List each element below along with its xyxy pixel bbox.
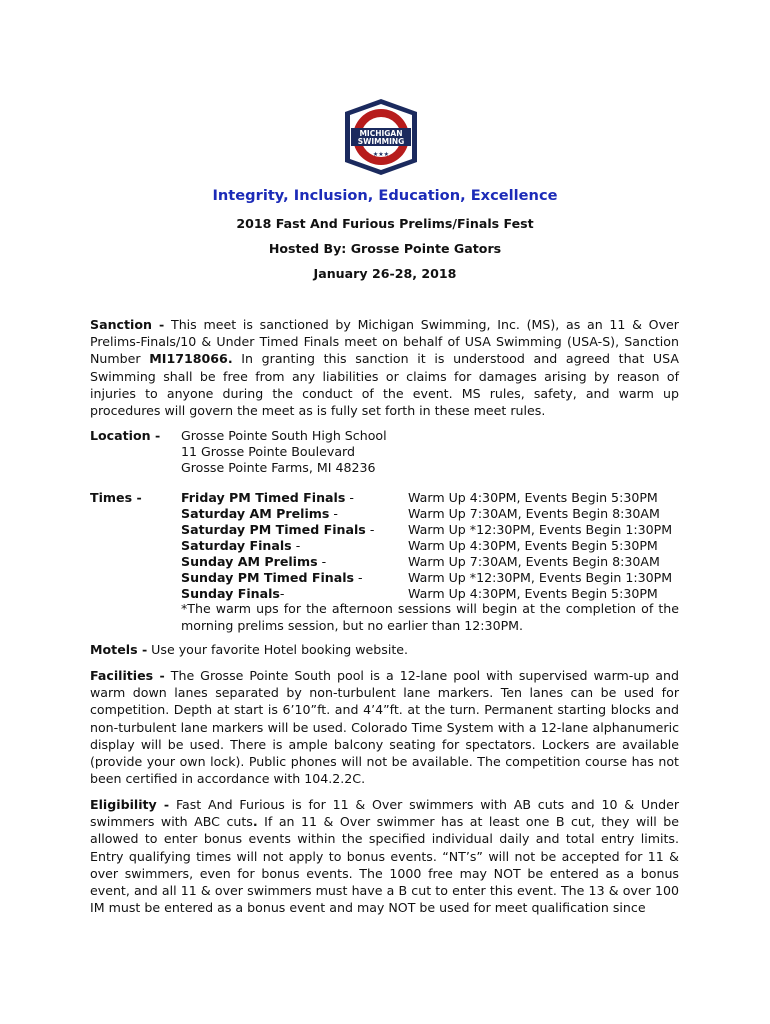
logo-line1: MICHIGAN (359, 129, 403, 138)
michigan-swimming-logo (338, 98, 424, 176)
session-name: Saturday AM Prelims (181, 506, 330, 521)
location-line: 11 Grosse Pointe Boulevard (181, 444, 355, 459)
logo-line2: SWIMMING (357, 137, 405, 146)
sanction-text-b: In granting this sanction it is understood and agreed that USA Swimming shall be free from any liabilities or claims for damages arising by reason of injuries to anyone during the conduct of the event. MS rules, safety, and warm up procedures will govern the meet as is fully set forth in these meet rules. (90, 351, 679, 419)
session-times (408, 490, 672, 602)
session-dash: - (354, 570, 363, 585)
motels-label: Motels - (90, 642, 148, 657)
logo-stars: ★★★ (372, 151, 390, 158)
session-name: Saturday Finals (181, 538, 292, 553)
hosted-by: Hosted By: Grosse Pointe Gators (268, 241, 502, 256)
facilities-paragraph (90, 667, 679, 787)
meet-dates: January 26-28, 2018 (313, 266, 457, 281)
facilities-label: Facilities - (90, 668, 165, 683)
session-dash: - (365, 522, 375, 537)
meet-title: 2018 Fast And Furious Prelims/Finals Fest (236, 216, 534, 231)
session-name: Sunday PM Timed Finals (181, 570, 355, 585)
sanction-paragraph (90, 316, 679, 419)
session-name: Sunday AM Prelims (181, 554, 318, 569)
eligibility-paragraph (90, 796, 679, 916)
sanction-text-a: This meet is sanctioned by Michigan Swimming, Inc. (MS), as an 11 & Over Prelims-Finals/10 & Under Timed Finals meet on behalf of USA Swimming (USA-S), Sanction Number (90, 317, 679, 367)
session-time: Warm Up *12:30PM, Events Begin 1:30PM (408, 570, 673, 585)
session-time: Warm Up 4:30PM, Events Begin 5:30PM (408, 538, 658, 553)
eligibility-text-a: Fast And Furious is for 11 & Over swimmers with AB cuts and 10 & Under swimmers with ABC cuts (90, 797, 679, 830)
session-time: Warm Up *12:30PM, Events Begin 1:30PM (408, 522, 673, 537)
session-dash: - (291, 538, 301, 553)
session-name: Friday PM Timed Finals (181, 490, 346, 505)
facilities-text: The Grosse Pointe South pool is a 12-lane pool with supervised warm-up and warm down lanes separated by non-turbulent lane markers. Ten lanes can be used for competition. Depth at start is 6’10”ft. and 4’4”ft. at the turn. Permanent starting blocks and non-turbulent lane markers will be used. Colorado Time System with a 12-lane alphanumeric display will be used. There is ample balcony seating for spectators. Lockers are available (provide your own lock). Public phones will not be available. The competition course has not been certified in accordance with 104.2.2C. (90, 668, 680, 787)
times-label: Times - (90, 490, 142, 505)
session-name: Saturday PM Timed Finals (181, 522, 366, 537)
location-label: Location - (90, 428, 161, 443)
session-time: Warm Up 7:30AM, Events Begin 8:30AM (408, 506, 660, 521)
location-line: Grosse Pointe South High School (181, 428, 387, 443)
session-dash: - (345, 490, 354, 505)
session-time: Warm Up 4:30PM, Events Begin 5:30PM (408, 490, 658, 505)
sanction-number: MI1718066. (149, 351, 233, 367)
eligibility-text-b: If an 11 & Over swimmer has at least one B cut, they will be allowed to enter bonus events within the specified individual daily and total entry limits. Entry qualifying times will not apply to bonus events. “NT’s” will not be accepted for 11 & over swimmers, even for bonus events. The 1000 free may NOT be entered as a bonus event, and all 11 & over swimmers must have a B cut to enter this event. The 13 & over 100 IM must be entered as a bonus event and may NOT be used for meet qualification since (90, 814, 679, 916)
session-time: Warm Up 7:30AM, Events Begin 8:30AM (408, 554, 660, 569)
session-names (181, 490, 374, 602)
motto: Integrity, Inclusion, Education, Excellence (212, 187, 558, 204)
session-name: Sunday Finals (181, 586, 280, 601)
session-dash: - (279, 586, 285, 601)
location-line: Grosse Pointe Farms, MI 48236 (181, 460, 376, 475)
session-dash: - (317, 554, 327, 569)
motels-paragraph (90, 642, 679, 658)
eligibility-label: Eligibility - (90, 797, 170, 812)
motels-text: Use your favorite Hotel booking website. (147, 642, 409, 657)
location-address (181, 428, 387, 476)
sanction-label: Sanction - (90, 317, 165, 332)
eligibility-dot: . (252, 814, 258, 830)
warmup-note: *The warm ups for the afternoon sessions will begin at the completion of the morning prelims session, but no earlier than 12:30PM. (181, 601, 679, 633)
session-dash: - (329, 506, 338, 521)
session-time: Warm Up 4:30PM, Events Begin 5:30PM (408, 586, 658, 601)
